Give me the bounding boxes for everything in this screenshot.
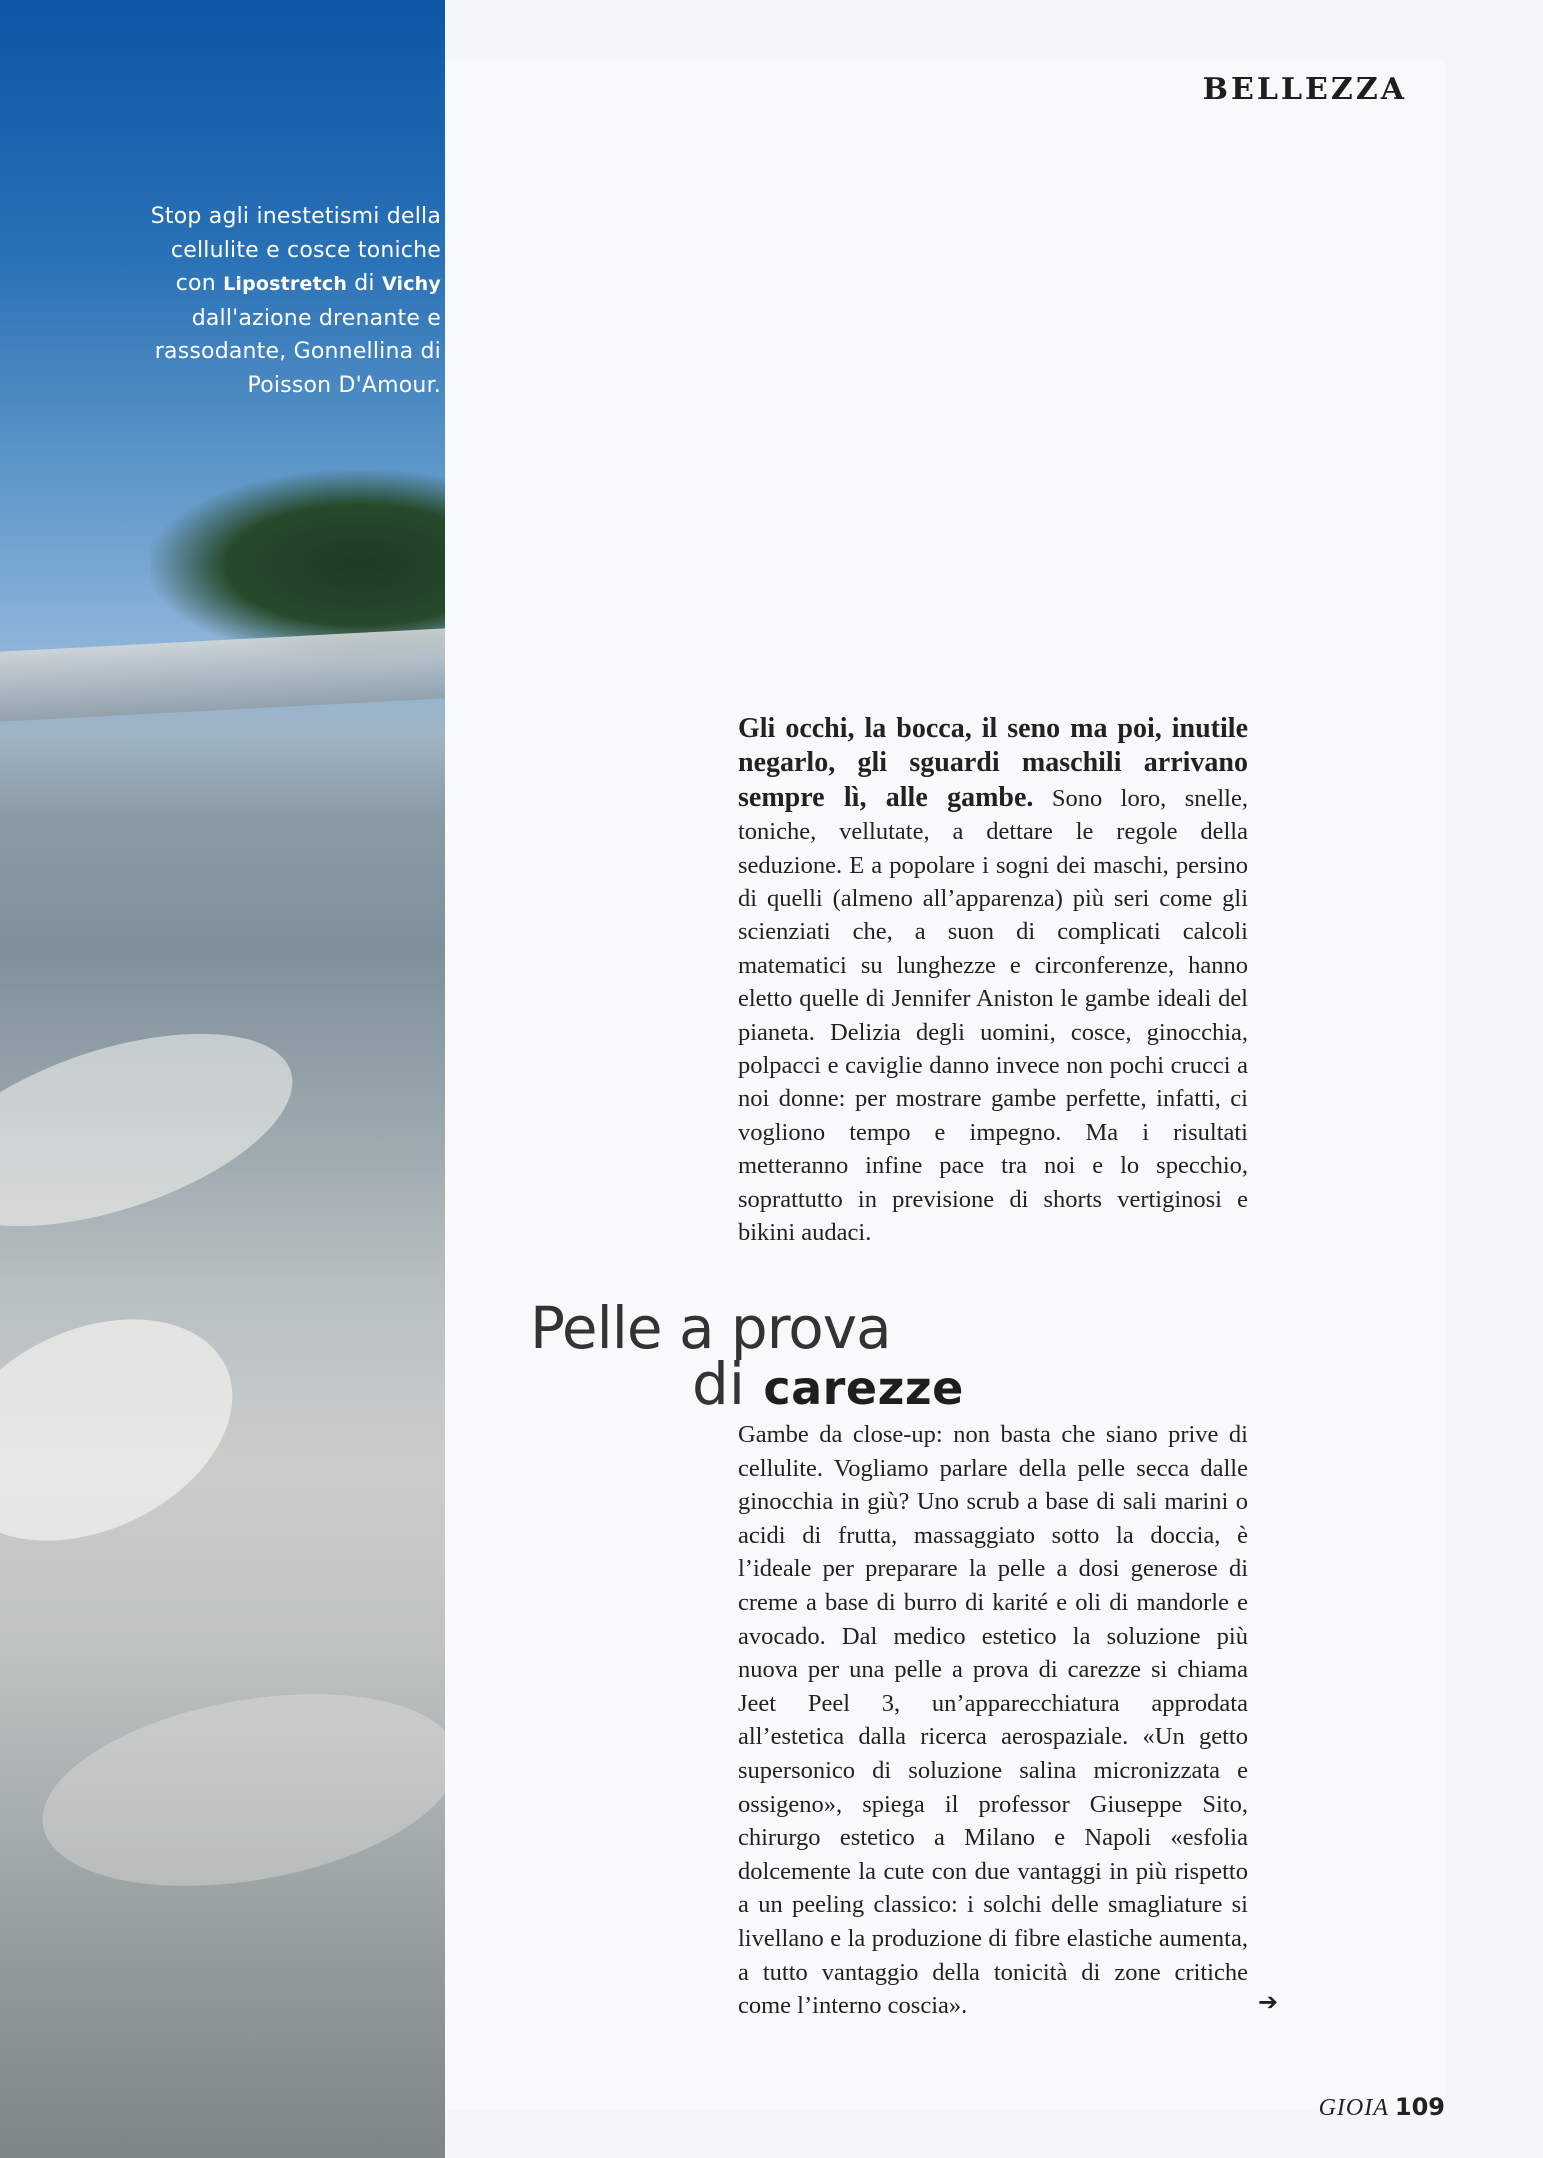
heading-line2-prefix: di — [692, 1350, 764, 1418]
photo-foam — [28, 1665, 445, 1915]
photo-caption — [141, 200, 441, 402]
heading-line2-bold: carezze — [763, 1361, 964, 1415]
page-number: 109 — [1394, 2093, 1445, 2121]
photo-foam — [0, 995, 315, 1265]
magazine-name: GIOIA — [1318, 2095, 1389, 2121]
caption-product: Lipostretch — [223, 273, 348, 295]
section-label: BELLEZZA — [1202, 72, 1407, 107]
caption-text: Stop agli inestetismi della cellulite e cosce toniche con — [150, 204, 441, 296]
body-paragraph: Gambe da close-up: non basta che siano prive di cellulite. Vogliamo parlare della pelle secca dalle ginocchia in giù? Uno scrub a base di sali marini o acidi di frutta, massaggiato sotto la doccia, è l’ideale per preparare la pelle a dosi generose di creme a base di burro di karité e oli di mandorle e avocado. Dal medico estetico la soluzione più nuova per una pelle a prova di carezze si chiama Jeet Peel 3, un’apparecchiatura approdata all’estetica dalla ricerca aerospaziale. «Un getto supersonico di soluzione salina micronizzata e ossigeno», spiega il professor Giuseppe Sito, chirurgo estetico a Milano e Napoli «esfolia dolcemente la cute con due vantaggi in più rispetto a un peeling classico: i solchi delle smagliature si livellano e la produzione di fibre elastiche aumenta, a tutto vantaggio della tonicità di zone critiche come l’interno coscia». — [738, 1421, 1248, 2020]
caption-text-end: dall'azione drenante e rassodante, Gonnellina di Poisson D'Amour. — [154, 305, 441, 398]
caption-connector: di — [347, 271, 382, 296]
intro-text: Sono loro, snelle, toniche, vellutate, a dettare le regole della seduzione. E a popolare i sogni dei maschi, persino di quelli (almeno all’apparenza) più seri come gli scienziati che, a suon di complicati calcoli matematici su lunghezze e circonferenze, hanno eletto quelle di Jennifer Aniston le gambe ideali del pianeta. Delizia degli uomini, cosce, ginocchia, polpacci e caviglie danno invece non pochi crucci a noi donne: per mostrare gambe perfette, infatti, ci vogliono tempo e impegno. Ma i risultati metteranno infine pace tra noi e lo specchio, soprattutto in previsione di shorts vertiginosi e bikini audaci. — [738, 784, 1248, 1247]
heading-line1: Pelle a prova — [530, 1294, 891, 1362]
page-footer — [1319, 2093, 1445, 2122]
intro-lead: Gli occhi, la bocca, il seno ma poi, inutile negarlo, gli sguardi maschili arrivano sempre lì, alle gambe. — [738, 713, 1248, 813]
photo-foam — [0, 1276, 268, 1584]
photo-shoreline — [0, 628, 445, 721]
continue-arrow-icon: ➔ — [1258, 1988, 1279, 2016]
intro-paragraph — [738, 712, 1248, 1250]
caption-brand: Vichy — [381, 273, 441, 295]
article-heading — [530, 1294, 1130, 1428]
